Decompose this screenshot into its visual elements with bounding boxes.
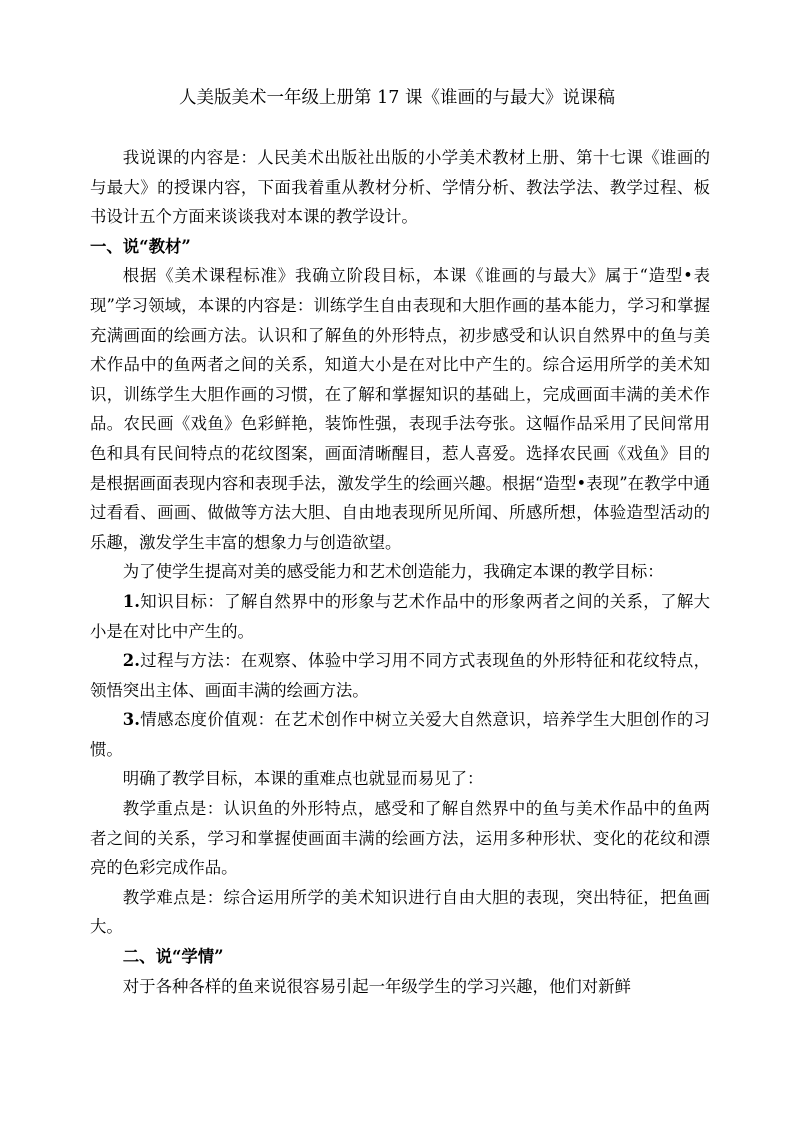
teaching-focus-paragraph: 教学重点是：认识鱼的外形特点，感受和了解自然界中的鱼与美术作品中的鱼两者之间的关系，学习和掌握使画面丰满的绘画方法，运用多种形状、变化的花纹和漂亮的色彩完成作品。 — [90, 799, 710, 878]
goal-text: 情感态度价值观：在艺术创作中树立关爱大自然意识，培养学生大胆创作的习惯。 — [90, 710, 710, 759]
document-body — [90, 143, 710, 1001]
goals-intro-paragraph: 为了使学生提高对美的感受能力和艺术创造能力，我确定本课的教学目标： — [122, 562, 664, 582]
textbook-analysis-paragraph: 根据《美术课程标准》我确立阶段目标，本课《谁画的与最大》属于“造型•表现”学习领域，本课的内容是：训练学生自由表现和大胆作画的基本能力，学习和掌握充满画面的绘画方法。认识和了解鱼的外形特点，初步感受和认识自然界中的鱼与美术作品中的鱼两者之间的关系，知道大小是在对比中产生的。综合运用所学的美术知识，训练学生大胆作画的习惯，在了解和掌握知识的基础上，完成画面丰满的美术作品。农民画《戏鱼》色彩鲜艳，装饰性强，表现手法夸张。这幅作品采用了民间常用色和具有民间特点的花纹图案，画面清晰醒目，惹人喜爱。选择农民画《戏鱼》目的是根据画面表现内容和表现手法，激发学生的绘画兴趣。根据“造型•表现”在教学中通过看看、画画、做做等方法大胆、自由地表现所见所闻、所感所想，体验造型活动的乐趣，激发学生丰富的想象力与创造欲望。 — [90, 266, 710, 552]
key-points-intro-paragraph: 明确了教学目标，本课的重难点也就显而易见了： — [122, 769, 484, 789]
goal-text: 过程与方法：在观察、体验中学习用不同方式表现鱼的外形特征和花纹特点，领悟突出主体、画面丰满的绘画方法。 — [90, 651, 710, 700]
document-title: 人美版美术一年级上册第 17 课《谁画的与最大》说课稿 — [179, 88, 615, 108]
goal-knowledge — [90, 587, 710, 646]
goal-number: 3. — [122, 710, 140, 730]
goal-number: 2. — [122, 651, 140, 671]
section-heading-textbook: 一、说“教材” — [90, 236, 191, 256]
intro-paragraph: 我说课的内容是：人民美术出版社出版的小学美术教材上册、第十七课《谁画的与最大》的授课内容，下面我着重从教材分析、学情分析、教法学法、教学过程、板书设计五个方面来谈谈我对本课的教学设计。 — [90, 148, 710, 227]
teaching-difficulty-paragraph: 教学难点是：综合运用所学的美术知识进行自由大胆的表现，突出特征，把鱼画大。 — [90, 887, 710, 937]
goal-text: 知识目标：了解自然界中的形象与艺术作品中的形象两者之间的关系，了解大小是在对比中产生的。 — [90, 591, 710, 641]
goal-emotion — [90, 705, 710, 764]
goal-process — [90, 646, 710, 705]
section-heading-students: 二、说“学情” — [122, 947, 224, 967]
goal-number: 1. — [122, 591, 140, 611]
student-analysis-paragraph: 对于各种各样的鱼来说很容易引起一年级学生的学习兴趣，他们对新鲜 — [122, 976, 631, 996]
